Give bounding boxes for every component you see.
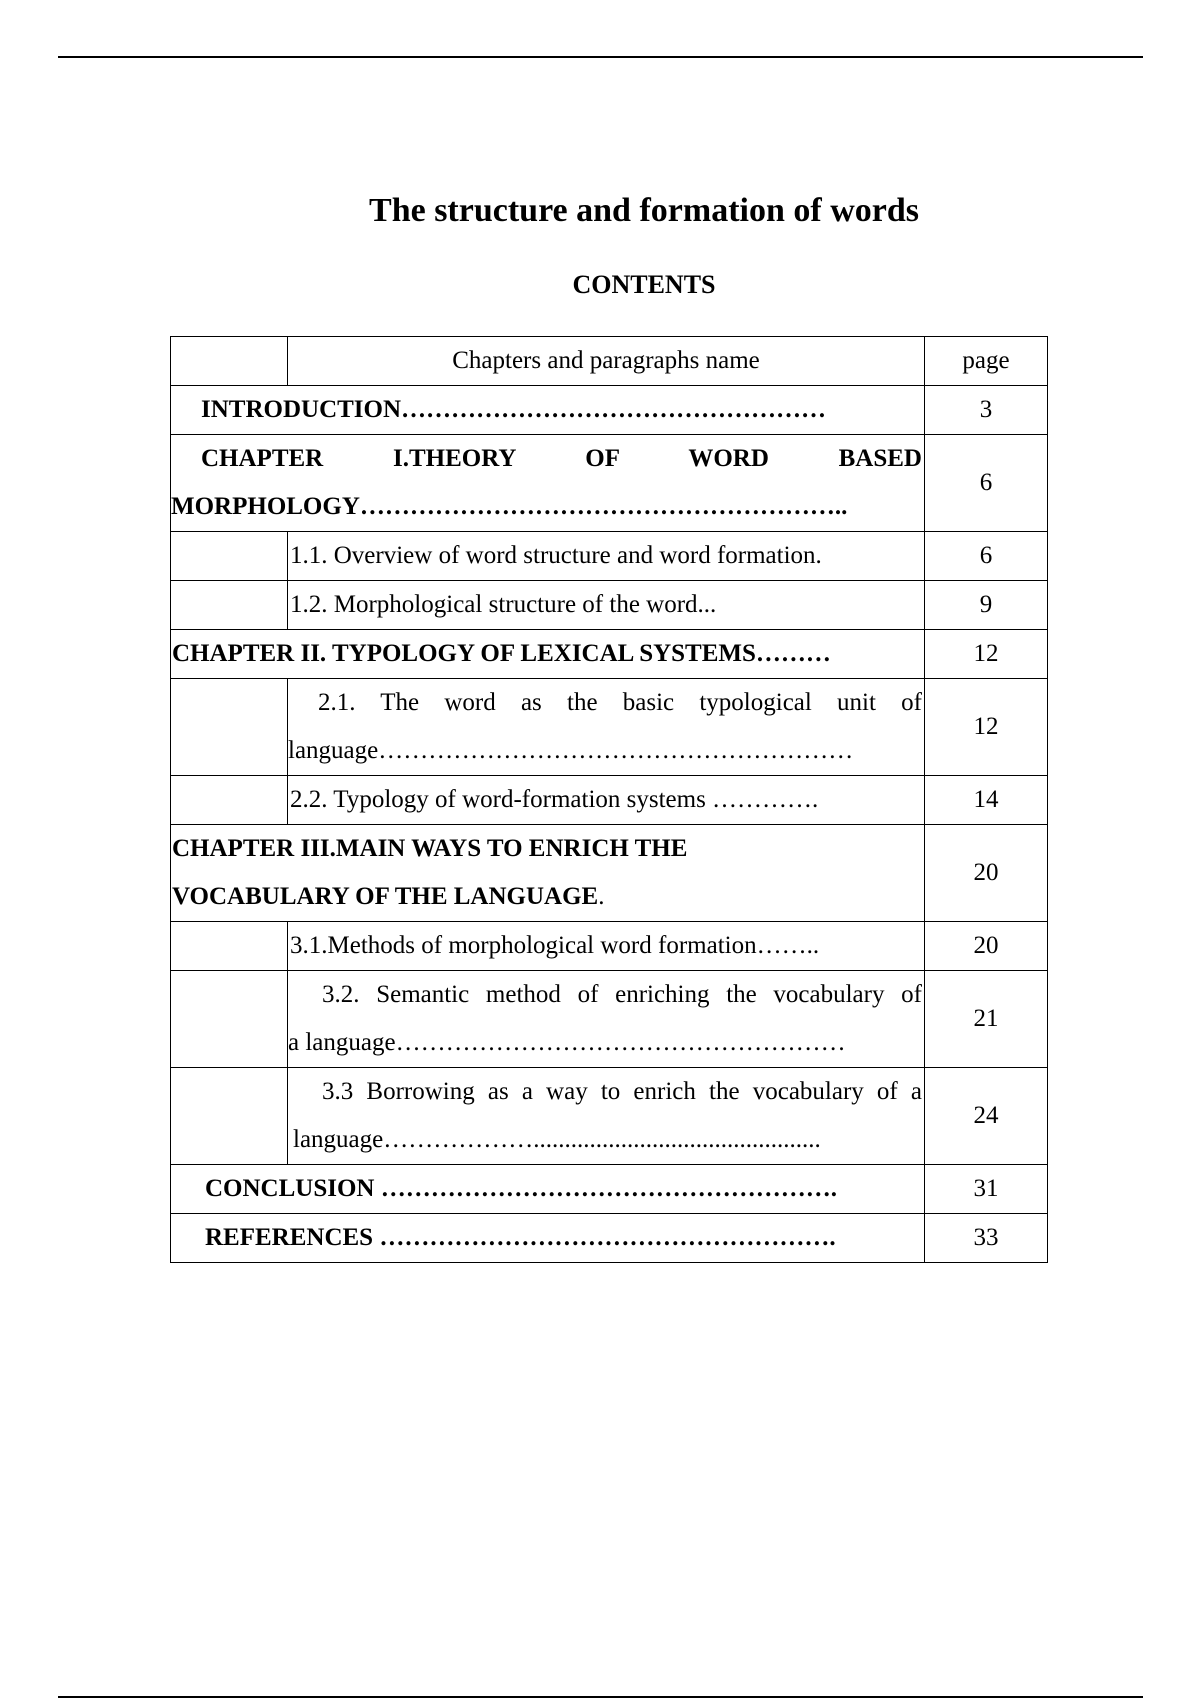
toc-row-conclusion[interactable]	[171, 1165, 1048, 1214]
toc-entry-chapter-1[interactable]	[171, 435, 925, 532]
toc-row-chapter-1[interactable]	[171, 435, 1048, 532]
table-header-page: page	[925, 337, 1048, 386]
toc-page-number: 6	[925, 435, 1048, 532]
toc-entry-introduction[interactable]	[171, 386, 925, 435]
toc-page-number: 14	[925, 776, 1048, 825]
toc-row-chapter-3[interactable]	[171, 825, 1048, 922]
toc-page-number: 12	[925, 679, 1048, 776]
toc-row-1-2[interactable]	[171, 581, 1048, 630]
toc-entry-line2: a language………………………………………………	[288, 1029, 846, 1056]
toc-row-3-1[interactable]	[171, 922, 1048, 971]
toc-page-number: 20	[925, 922, 1048, 971]
toc-page-number: 20	[925, 825, 1048, 922]
toc-page-number: 31	[925, 1165, 1048, 1214]
toc-entry-chapter-3[interactable]	[171, 825, 925, 922]
toc-row-3-2[interactable]	[171, 971, 1048, 1068]
toc-blank-cell	[171, 776, 288, 825]
toc-row-1-1[interactable]	[171, 532, 1048, 581]
toc-blank-cell	[171, 1068, 288, 1165]
toc-row-chapter-2[interactable]	[171, 630, 1048, 679]
toc-row-references[interactable]	[171, 1214, 1048, 1263]
toc-entry-line2: VOCABULARY OF THE LANGUAGE	[172, 883, 599, 910]
toc-blank-cell	[171, 581, 288, 630]
toc-entry-3-3[interactable]	[288, 1068, 925, 1165]
toc-row-introduction[interactable]	[171, 386, 1048, 435]
table-header-blank	[171, 337, 288, 386]
toc-entry-2-2[interactable]: 2.2. Typology of word-formation systems ………….	[288, 776, 925, 825]
toc-entry-2-1[interactable]	[288, 679, 925, 776]
toc-blank-cell	[171, 971, 288, 1068]
toc-row-3-3[interactable]	[171, 1068, 1048, 1165]
toc-page-number: 3	[925, 386, 1048, 435]
toc-entry-line2: language………………..............................................	[293, 1126, 821, 1153]
toc-page-number: 6	[925, 532, 1048, 581]
toc-entry-line1: 3.2. Semantic method of enriching the vocabulary of	[322, 981, 922, 1008]
toc-row-2-2[interactable]	[171, 776, 1048, 825]
toc-entry-3-2[interactable]	[288, 971, 925, 1068]
toc-entry-chapter-2[interactable]: CHAPTER II. TYPOLOGY OF LEXICAL SYSTEMS………	[171, 630, 925, 679]
toc-entry-line1: 2.1. The word as the basic typological unit of	[318, 689, 922, 716]
toc-entry-line2-suffix: .	[598, 883, 605, 910]
toc-blank-cell	[171, 679, 288, 776]
toc-entry-line2: language…………………………………………………	[288, 737, 854, 764]
document-title: The structure and formation of words	[369, 192, 919, 229]
toc-entry-line1: 3.3 Borrowing as a way to enrich the vocabulary of a	[322, 1078, 922, 1105]
toc-entry-1-1[interactable]: 1.1. Overview of word structure and word formation.	[288, 532, 925, 581]
toc-page-number: 24	[925, 1068, 1048, 1165]
toc-blank-cell	[171, 532, 288, 581]
toc-entry-conclusion[interactable]: CONCLUSION ……………………………………………….	[171, 1165, 925, 1214]
contents-table	[170, 336, 1048, 1263]
top-rule	[58, 56, 1143, 58]
table-header-row	[171, 337, 1048, 386]
toc-entry-text: INTRODUCTION……………………………………………	[201, 396, 827, 423]
toc-page-number: 33	[925, 1214, 1048, 1263]
table-header-name: Chapters and paragraphs name	[288, 337, 925, 386]
toc-blank-cell	[171, 922, 288, 971]
contents-heading: CONTENTS	[572, 270, 716, 299]
toc-entry-3-1[interactable]: 3.1.Methods of morphological word formation……..	[288, 922, 925, 971]
toc-entry-1-2[interactable]: 1.2. Morphological structure of the word...	[288, 581, 925, 630]
toc-page-number: 9	[925, 581, 1048, 630]
toc-entry-line1: CHAPTER I.THEORY OF WORD BASED	[201, 445, 922, 472]
toc-page-number: 21	[925, 971, 1048, 1068]
toc-entry-line1: CHAPTER III.MAIN WAYS TO ENRICH THE	[172, 835, 688, 862]
bottom-rule	[58, 1696, 1143, 1698]
toc-entry-line2: MORPHOLOGY…………………………………………………..	[171, 493, 848, 520]
toc-row-2-1[interactable]	[171, 679, 1048, 776]
toc-entry-references[interactable]: REFERENCES ……………………………………………….	[171, 1214, 925, 1263]
toc-page-number: 12	[925, 630, 1048, 679]
